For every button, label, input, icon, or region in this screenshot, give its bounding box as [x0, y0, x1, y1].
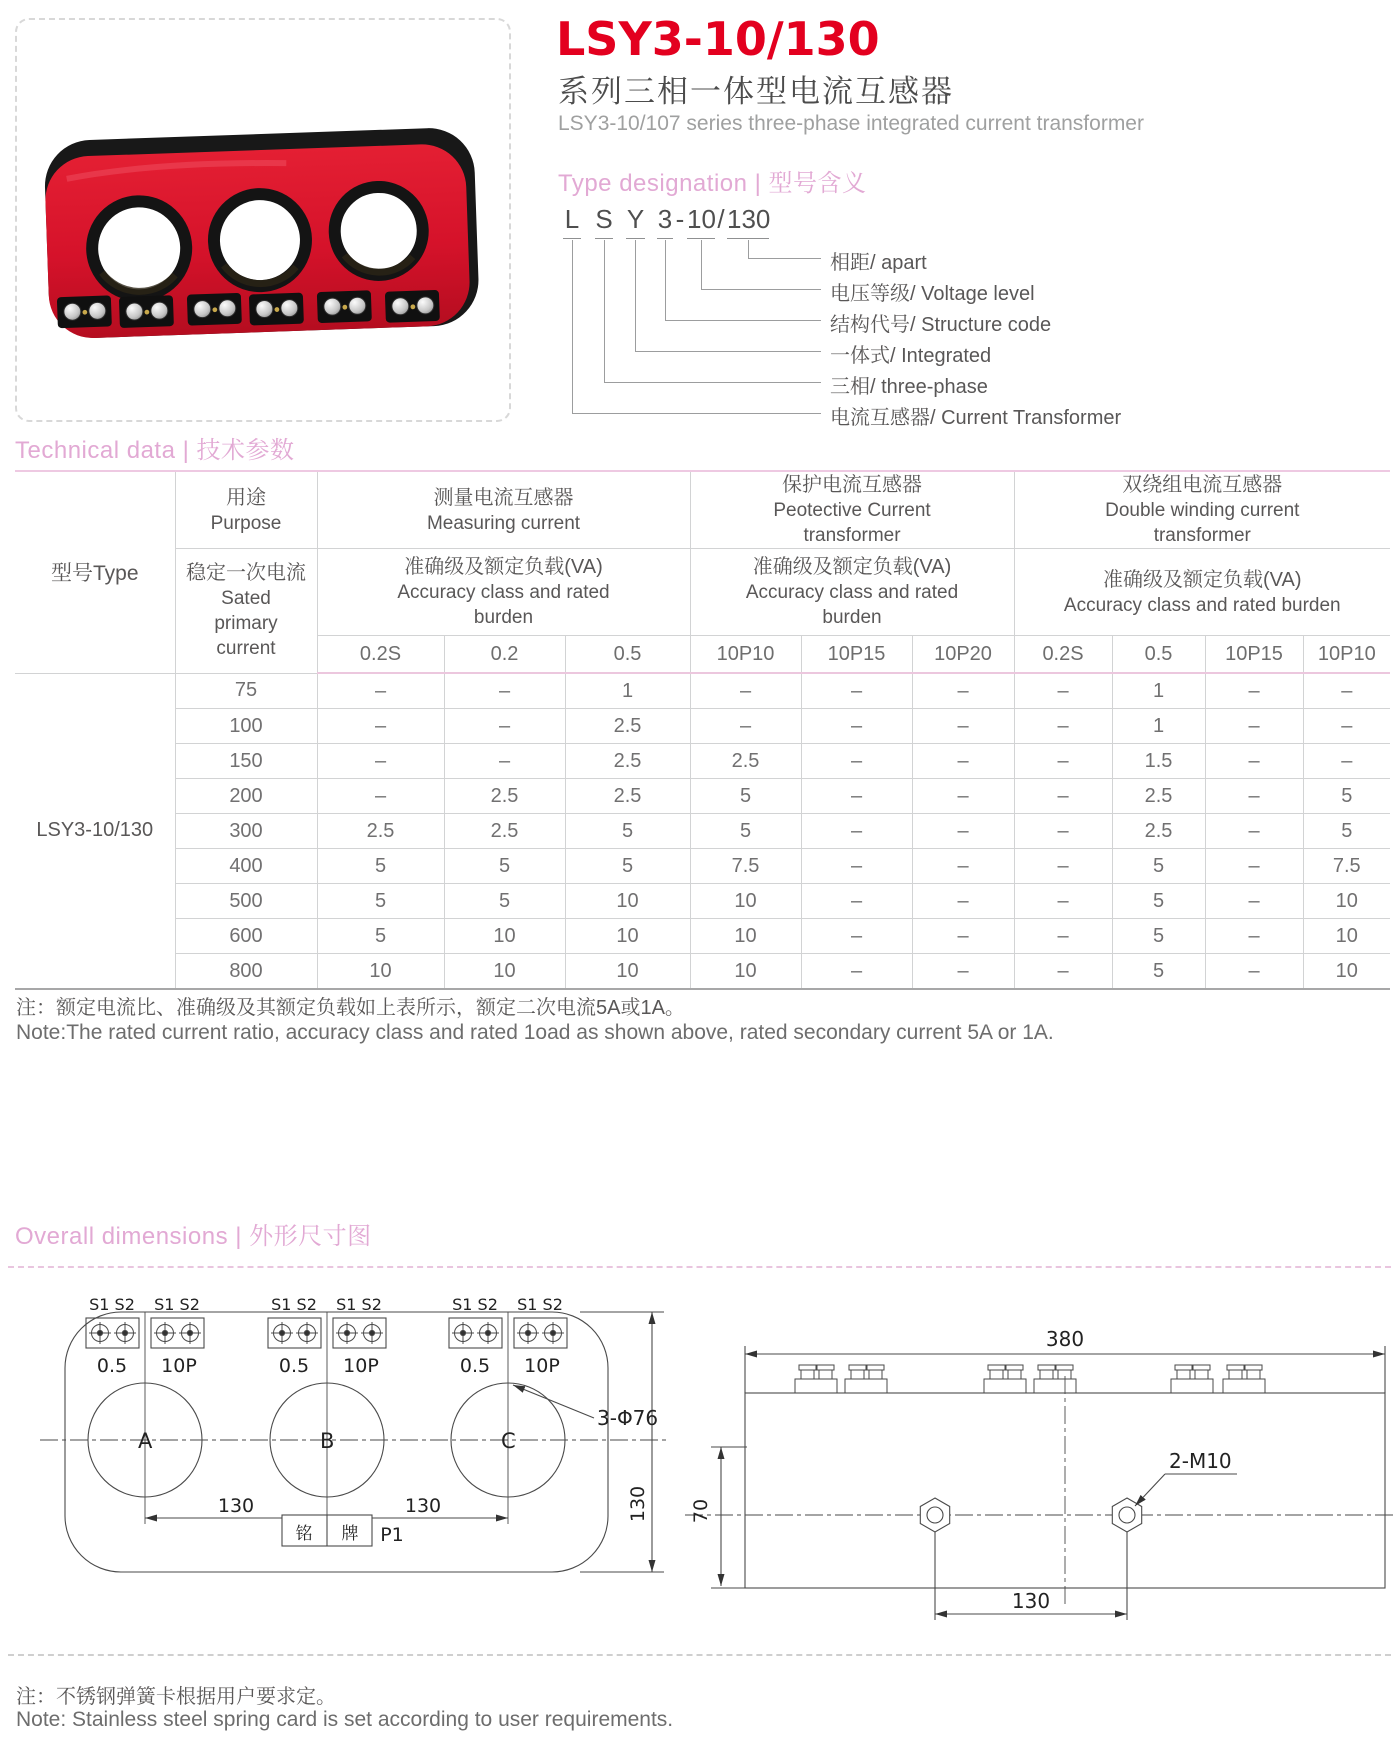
burden-value: – — [444, 673, 565, 709]
burden-value: 7.5 — [1303, 849, 1390, 884]
front-view-drawing — [40, 1272, 670, 1622]
class-header: 10P20 — [912, 636, 1014, 674]
burden-value: – — [912, 744, 1014, 779]
technical-data-heading: Technical data | 技术参数 — [15, 437, 295, 464]
terminal-label: S1 S2 — [336, 1295, 382, 1314]
burden-value: 10 — [690, 954, 801, 990]
burden-value: – — [317, 673, 444, 709]
burden-value: 10 — [1303, 954, 1390, 990]
group-header-measuring: 测量电流互感器 Measuring current — [317, 471, 690, 549]
burden-value: 5 — [444, 884, 565, 919]
burden-value: 7.5 — [690, 849, 801, 884]
table-row — [15, 954, 1390, 990]
burden-value: 10 — [1303, 919, 1390, 954]
table-note-en: Note:The rated current ratio, accuracy class and rated 1oad as shown above, rated secondary current 5A or 1A. — [16, 1021, 1054, 1044]
burden-value: 5 — [565, 814, 690, 849]
dimension-note-en: Note: Stainless steel spring card is set according to user requirements. — [16, 1708, 674, 1731]
code-part-10: 10 — [687, 204, 715, 239]
table-header-row-accuracy — [15, 549, 1390, 636]
accuracy-header-measuring: 准确级及额定负载(VA) Accuracy class and rated burden — [317, 549, 690, 636]
burden-value: – — [801, 814, 912, 849]
burden-value: 2.5 — [565, 709, 690, 744]
code-part-130: 130 — [727, 204, 769, 239]
purpose-header: 用途 Purpose — [175, 471, 317, 549]
burden-value: 10 — [565, 954, 690, 990]
dim-pitch-ab-value: 130 — [217, 1495, 255, 1517]
primary-current-value: 600 — [175, 919, 317, 954]
side-view-texts — [690, 1327, 1232, 1613]
burden-value: 1 — [1112, 673, 1205, 709]
burden-value: 5 — [1303, 779, 1390, 814]
burden-value: 5 — [1112, 954, 1205, 990]
burden-value: – — [1014, 849, 1112, 884]
burden-value: – — [912, 779, 1014, 814]
dim-hole-pitch-value: 130 — [1011, 1589, 1051, 1613]
table-row — [15, 849, 1390, 884]
burden-value: 10 — [690, 884, 801, 919]
group-header-double-winding: 双绕组电流互感器 Double winding current transformer — [1014, 471, 1390, 549]
terminal-label: S1 S2 — [452, 1295, 498, 1314]
product-photo-frame — [15, 18, 511, 422]
designation-label-apart: 相距/ apart — [830, 252, 927, 274]
burden-value: – — [690, 673, 801, 709]
burden-value: – — [801, 919, 912, 954]
type-column-header: 型号Type — [15, 471, 175, 673]
burden-value: – — [1014, 709, 1112, 744]
class-header: 0.2S — [317, 636, 444, 674]
tap-label-05: 0.5 — [278, 1355, 310, 1377]
burden-value: 10 — [1303, 884, 1390, 919]
burden-value: 2.5 — [690, 744, 801, 779]
side-view-drawing — [655, 1318, 1395, 1648]
burden-value: – — [1205, 884, 1303, 919]
pink-dashed-divider — [8, 1266, 1391, 1268]
burden-value: – — [912, 919, 1014, 954]
burden-value: 2.5 — [444, 779, 565, 814]
table-row — [15, 673, 1390, 709]
burden-value: 2.5 — [1112, 814, 1205, 849]
primary-current-value: 400 — [175, 849, 317, 884]
burden-value: – — [444, 709, 565, 744]
tap-label-05: 0.5 — [459, 1355, 491, 1377]
primary-current-value: 150 — [175, 744, 317, 779]
burden-value: 2.5 — [565, 779, 690, 814]
p1-label: P1 — [380, 1524, 404, 1546]
nameplate-char-1: 铭 — [295, 1524, 313, 1544]
dim-70-value: 70 — [690, 1498, 712, 1524]
class-header: 0.5 — [565, 636, 690, 674]
dimension-note-zh: 注：不锈钢弹簧卡根据用户要求定。 — [16, 1686, 336, 1708]
burden-value: 5 — [1112, 919, 1205, 954]
technical-table — [15, 470, 1390, 990]
thread-leader — [1135, 1474, 1165, 1506]
table-note-zh: 注：额定电流比、准确级及其额定负载如上表所示，额定二次电流5A或1A。 — [16, 997, 685, 1019]
burden-value: 5 — [1112, 849, 1205, 884]
burden-value: – — [1014, 884, 1112, 919]
burden-value: 5 — [690, 779, 801, 814]
burden-value: 5 — [444, 849, 565, 884]
table-row — [15, 744, 1390, 779]
burden-value: 5 — [565, 849, 690, 884]
subtitle-zh: 系列三相一体型电流互感器 — [558, 74, 954, 109]
table-row — [15, 709, 1390, 744]
table-header-row-groups — [15, 471, 1390, 549]
burden-value: – — [912, 884, 1014, 919]
burden-value: 5 — [317, 919, 444, 954]
burden-value: – — [801, 779, 912, 814]
burden-value: 5 — [317, 849, 444, 884]
burden-value: – — [1014, 954, 1112, 990]
designation-label-three-phase: 三相/ three-phase — [830, 376, 988, 398]
burden-value: 2.5 — [565, 744, 690, 779]
table-row — [15, 779, 1390, 814]
class-header: 0.5 — [1112, 636, 1205, 674]
burden-value: – — [912, 709, 1014, 744]
burden-value: – — [1205, 673, 1303, 709]
thread-label: 2-M10 — [1169, 1449, 1232, 1473]
phase-a-group — [86, 1312, 204, 1524]
primary-current-value: 300 — [175, 814, 317, 849]
group-header-protective: 保护电流互感器 Peotective Current transformer — [690, 471, 1014, 549]
burden-value: 10 — [317, 954, 444, 990]
type-designation-heading: Type designation | 型号含义 — [558, 170, 867, 197]
terminal-label: S1 S2 — [271, 1295, 317, 1314]
accuracy-header-double-winding: 准确级及额定负载(VA) Accuracy class and rated burden — [1014, 549, 1390, 636]
tap-label-10p: 10P — [343, 1355, 379, 1377]
burden-value: 10 — [565, 919, 690, 954]
product-photo-illustration — [39, 122, 487, 360]
designation-line-L — [572, 240, 821, 414]
phase-letter-a: A — [138, 1429, 153, 1453]
nameplate-char-2: 牌 — [341, 1524, 359, 1544]
burden-value: 10 — [444, 954, 565, 990]
burden-value: 10 — [444, 919, 565, 954]
overall-dimensions-heading: Overall dimensions | 外形尺寸图 — [15, 1223, 372, 1250]
table-row — [15, 884, 1390, 919]
burden-value: – — [801, 744, 912, 779]
burden-value: 5 — [317, 884, 444, 919]
phase-hole-a — [91, 200, 188, 297]
code-part-S: S — [595, 204, 613, 239]
burden-value: – — [801, 673, 912, 709]
table-row — [15, 919, 1390, 954]
burden-value: – — [1303, 673, 1390, 709]
phase-letter-c: C — [501, 1429, 516, 1453]
burden-value: – — [690, 709, 801, 744]
hole-count-label: 3-Φ76 — [597, 1406, 659, 1430]
burden-value: – — [317, 744, 444, 779]
primary-current-header: 稳定一次电流 Sated primary current — [175, 549, 317, 674]
hole-leader — [513, 1385, 594, 1418]
primary-current-value: 800 — [175, 954, 317, 990]
burden-value: – — [1303, 709, 1390, 744]
code-part-dash: - — [675, 204, 685, 234]
table-row — [15, 814, 1390, 849]
burden-value: 5 — [1303, 814, 1390, 849]
tap-label-10p: 10P — [161, 1355, 197, 1377]
dim-height-value: 130 — [627, 1485, 649, 1523]
burden-value: 2.5 — [317, 814, 444, 849]
class-header: 10P15 — [801, 636, 912, 674]
code-part-L: L — [563, 204, 581, 239]
burden-value: – — [1014, 814, 1112, 849]
burden-value: 1 — [565, 673, 690, 709]
burden-value: 5 — [690, 814, 801, 849]
designation-label-ct: 电流互感器/ Current Transformer — [830, 407, 1122, 429]
burden-value: – — [912, 954, 1014, 990]
burden-value: – — [1014, 919, 1112, 954]
table-body — [15, 673, 1390, 989]
class-header: 10P10 — [690, 636, 801, 674]
class-header: 0.2S — [1014, 636, 1112, 674]
burden-value: 1.5 — [1112, 744, 1205, 779]
tap-label-05: 0.5 — [96, 1355, 128, 1377]
code-part-3: 3 — [657, 204, 673, 239]
burden-value: – — [1205, 744, 1303, 779]
burden-value: – — [801, 884, 912, 919]
burden-value: – — [1205, 779, 1303, 814]
class-header: 0.2 — [444, 636, 565, 674]
dim-pitch-bc-value: 130 — [404, 1495, 442, 1517]
burden-value: – — [801, 709, 912, 744]
phase-b-group — [268, 1312, 386, 1524]
burden-value: – — [1014, 744, 1112, 779]
type-value: LSY3-10/130 — [15, 673, 175, 989]
burden-value: – — [444, 744, 565, 779]
burden-value: – — [912, 673, 1014, 709]
designation-label-structure: 结构代号/ Structure code — [830, 314, 1052, 336]
burden-value: 1 — [1112, 709, 1205, 744]
burden-value: – — [317, 779, 444, 814]
designation-label-voltage: 电压等级/ Voltage level — [830, 283, 1035, 305]
primary-current-value: 100 — [175, 709, 317, 744]
transformer-body — [43, 127, 480, 340]
dim-width-value: 380 — [1045, 1327, 1085, 1351]
primary-current-value: 200 — [175, 779, 317, 814]
burden-value: 5 — [1112, 884, 1205, 919]
code-part-slash: / — [717, 204, 725, 234]
terminal-label: S1 S2 — [154, 1295, 200, 1314]
burden-value: – — [1014, 779, 1112, 814]
burden-value: 2.5 — [444, 814, 565, 849]
side-terminal-bumps — [795, 1365, 1265, 1393]
burden-value: 2.5 — [1112, 779, 1205, 814]
burden-value: – — [912, 814, 1014, 849]
primary-current-value: 500 — [175, 884, 317, 919]
burden-value: – — [317, 709, 444, 744]
burden-value: 10 — [565, 884, 690, 919]
class-header: 10P10 — [1303, 636, 1390, 674]
terminal-label: S1 S2 — [89, 1295, 135, 1314]
burden-value: – — [1303, 744, 1390, 779]
burden-value: 10 — [690, 919, 801, 954]
mounting-nut-1 — [920, 1498, 949, 1532]
burden-value: – — [912, 849, 1014, 884]
burden-value: – — [1205, 919, 1303, 954]
gray-dashed-divider — [8, 1654, 1391, 1656]
burden-value: – — [1205, 709, 1303, 744]
accuracy-header-protective: 准确级及额定负载(VA) Accuracy class and rated burden — [690, 549, 1014, 636]
page-title: LSY3-10/130 — [556, 12, 880, 66]
phase-c-group — [449, 1312, 567, 1524]
subtitle-en: LSY3-10/107 series three-phase integrated current transformer — [558, 112, 1144, 135]
designation-label-integrated: 一体式/ Integrated — [830, 345, 992, 367]
class-header: 10P15 — [1205, 636, 1303, 674]
burden-value: – — [1205, 814, 1303, 849]
phase-letter-b: B — [320, 1429, 335, 1453]
code-part-Y: Y — [626, 204, 645, 239]
primary-current-value: 75 — [175, 673, 317, 709]
burden-value: – — [801, 954, 912, 990]
terminal-label: S1 S2 — [517, 1295, 563, 1314]
burden-value: – — [801, 849, 912, 884]
burden-value: – — [1205, 954, 1303, 990]
tap-label-10p: 10P — [524, 1355, 560, 1377]
burden-value: – — [1014, 673, 1112, 709]
burden-value: – — [1205, 849, 1303, 884]
